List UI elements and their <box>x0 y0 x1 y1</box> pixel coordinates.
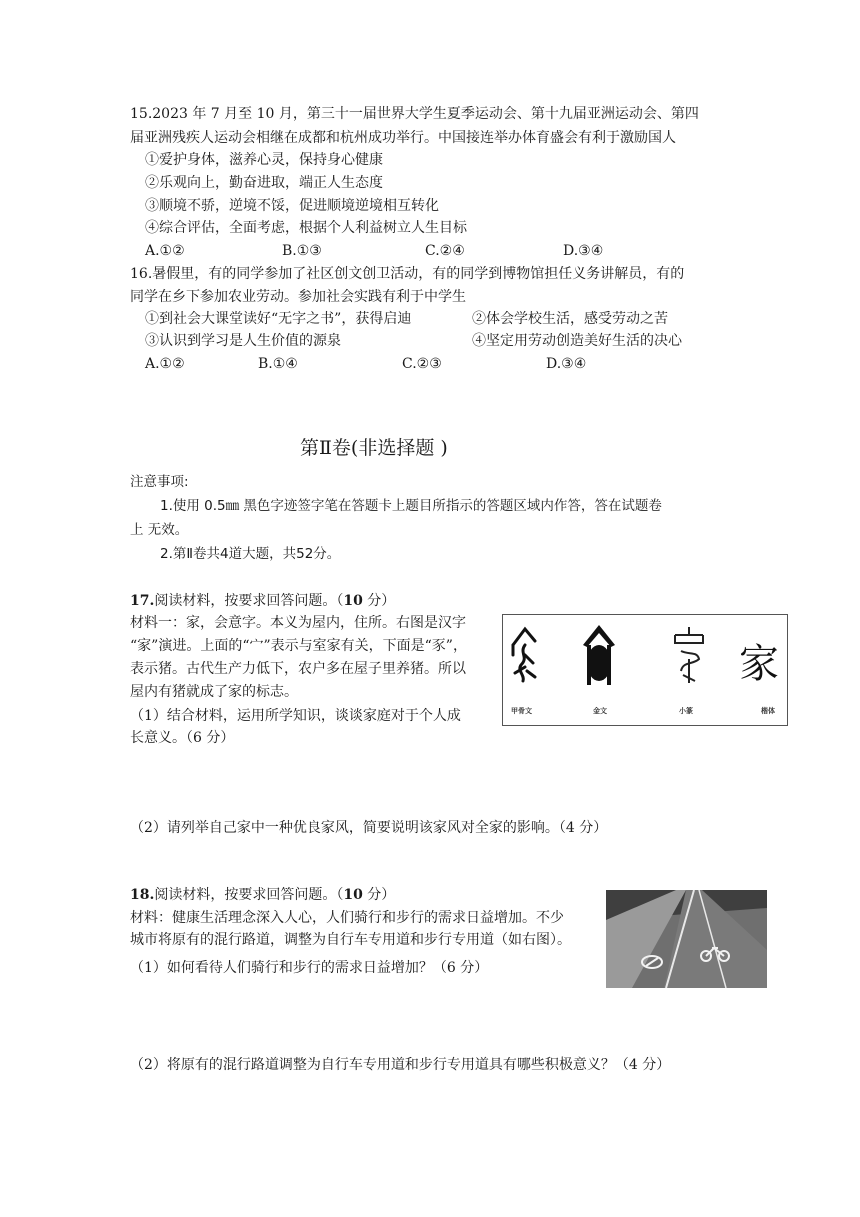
q16-choices <box>145 354 586 374</box>
q18-header <box>130 885 395 905</box>
character-evolution-figure <box>502 614 788 726</box>
q15-option-1: ①爱护身体，滋养心灵，保持身心健康 <box>145 152 383 168</box>
q15-choice-d[interactable]: D.③④ <box>563 243 604 259</box>
bronze-glyph <box>583 625 615 685</box>
label-oracle-bone: 甲骨文 <box>511 707 532 715</box>
q17-material-line2: “家”演进。上面的“宀”表示与室家有关，下面是“豕”， <box>130 638 467 654</box>
q17-header <box>130 591 395 611</box>
q17-score: 10 <box>343 593 363 609</box>
q18-sub1: （1）如何看待人们骑行和步行的需求日益增加？（6 分） <box>130 960 489 976</box>
q16-option-2: ②体会学校生活，感受劳动之苦 <box>472 311 668 327</box>
q16-option-1: ①到社会大课堂读好“无字之书”，获得启迪 <box>145 311 412 327</box>
q18-number: 18. <box>130 887 155 903</box>
bike-lane-photo <box>606 890 767 988</box>
q15-choices <box>145 241 603 261</box>
q15-stem-line1: 15.2023 年 7 月至 10 月，第三十一届世界大学生夏季运动会、第十九届亚洲运动会、第四 <box>130 106 699 122</box>
q15-option-3: ③顺境不骄，逆境不馁，促进顺境逆境相互转化 <box>145 198 439 214</box>
notice-1-line2: 上 无效。 <box>130 522 189 538</box>
oracle-bone-glyph <box>513 629 535 681</box>
q18-material-line2: 城市将原有的混行路道，调整为自行车专用道和步行专用道（如右图）。 <box>130 932 571 948</box>
q16-choice-c[interactable]: C.②③ <box>402 356 442 372</box>
q17-header-text: 阅读材料，按要求回答问题。（ <box>154 593 344 609</box>
q16-choice-d[interactable]: D.③④ <box>546 356 587 372</box>
q16-choice-a[interactable]: A.①② <box>145 356 185 372</box>
notice-heading: 注意事项: <box>130 474 189 490</box>
q18-header-end: 分） <box>362 887 396 903</box>
q16-option-3: ③认识到学习是人生价值的源泉 <box>145 333 341 349</box>
q17-sub2: （2）请列举自己家中一种优良家风，简要说明该家风对全家的影响。（4 分） <box>130 820 608 836</box>
q16-choice-b[interactable]: B.①④ <box>258 356 298 372</box>
q15-choice-b[interactable]: B.①③ <box>282 243 322 259</box>
q15-choice-c[interactable]: C.②④ <box>425 243 465 259</box>
q17-sub1-line1: （1）结合材料，运用所学知识，谈谈家庭对于个人成 <box>130 708 461 724</box>
q17-material-line4: 屋内有猪就成了家的标志。 <box>130 684 298 700</box>
q15-option-4: ④综合评估，全面考虑，根据个人利益树立人生目标 <box>145 220 467 236</box>
q16-stem-line2: 同学在乡下参加农业劳动。参加社会实践有利于中学生 <box>130 289 466 305</box>
q16-stem-line1: 16.暑假里，有的同学参加了社区创文创卫活动，有的同学到博物馆担任义务讲解员，有的 <box>130 266 685 282</box>
label-small-seal: 小篆 <box>679 707 693 715</box>
q17-material-line3: 表示猪。古代生产力低下，农户多在屋子里养猪。所以 <box>130 661 466 677</box>
label-bronze: 金文 <box>593 707 607 715</box>
kaishu-glyph: 家 <box>739 641 779 687</box>
notice-2: 2.第Ⅱ卷共4道大题，共52分。 <box>160 546 341 562</box>
bike-lane-graphic <box>606 890 767 988</box>
q17-sub1-line2: 长意义。（6 分） <box>130 730 235 746</box>
character-evolution-graphic <box>503 615 787 725</box>
q17-material-line1: 材料一：家，会意字。本义为屋内，住所。右图是汉字 <box>130 615 466 631</box>
q18-score: 10 <box>343 887 363 903</box>
q18-sub2: （2）将原有的混行路道调整为自行车专用道和步行专用道具有哪些积极意义？（4 分） <box>130 1057 671 1073</box>
q18-header-text: 阅读材料，按要求回答问题。（ <box>154 887 344 903</box>
q15-option-2: ②乐观向上，勤奋进取，端正人生态度 <box>145 175 383 191</box>
q18-material-line1: 材料：健康生活理念深入人心，人们骑行和步行的需求日益增加。不少 <box>130 910 564 926</box>
q17-header-end: 分） <box>362 593 396 609</box>
q15-choice-a[interactable]: A.①② <box>145 243 185 259</box>
notice-1-line1: 1.使用 0.5㎜ 黑色字迹签字笔在答题卡上题目所指示的答题区域内作答，答在试题卷 <box>160 498 662 514</box>
small-seal-glyph <box>675 627 703 683</box>
q15-stem-line2: 届亚洲残疾人运动会相继在成都和杭州成功举行。中国接连举办体育盛会有利于激励国人 <box>130 130 676 146</box>
label-regular-script: 楷体 <box>761 707 775 715</box>
q17-number: 17. <box>130 593 155 609</box>
section-title: 第Ⅱ卷(非选择题 ) <box>300 437 448 459</box>
q16-option-4: ④坚定用劳动创造美好生活的决心 <box>472 333 682 349</box>
